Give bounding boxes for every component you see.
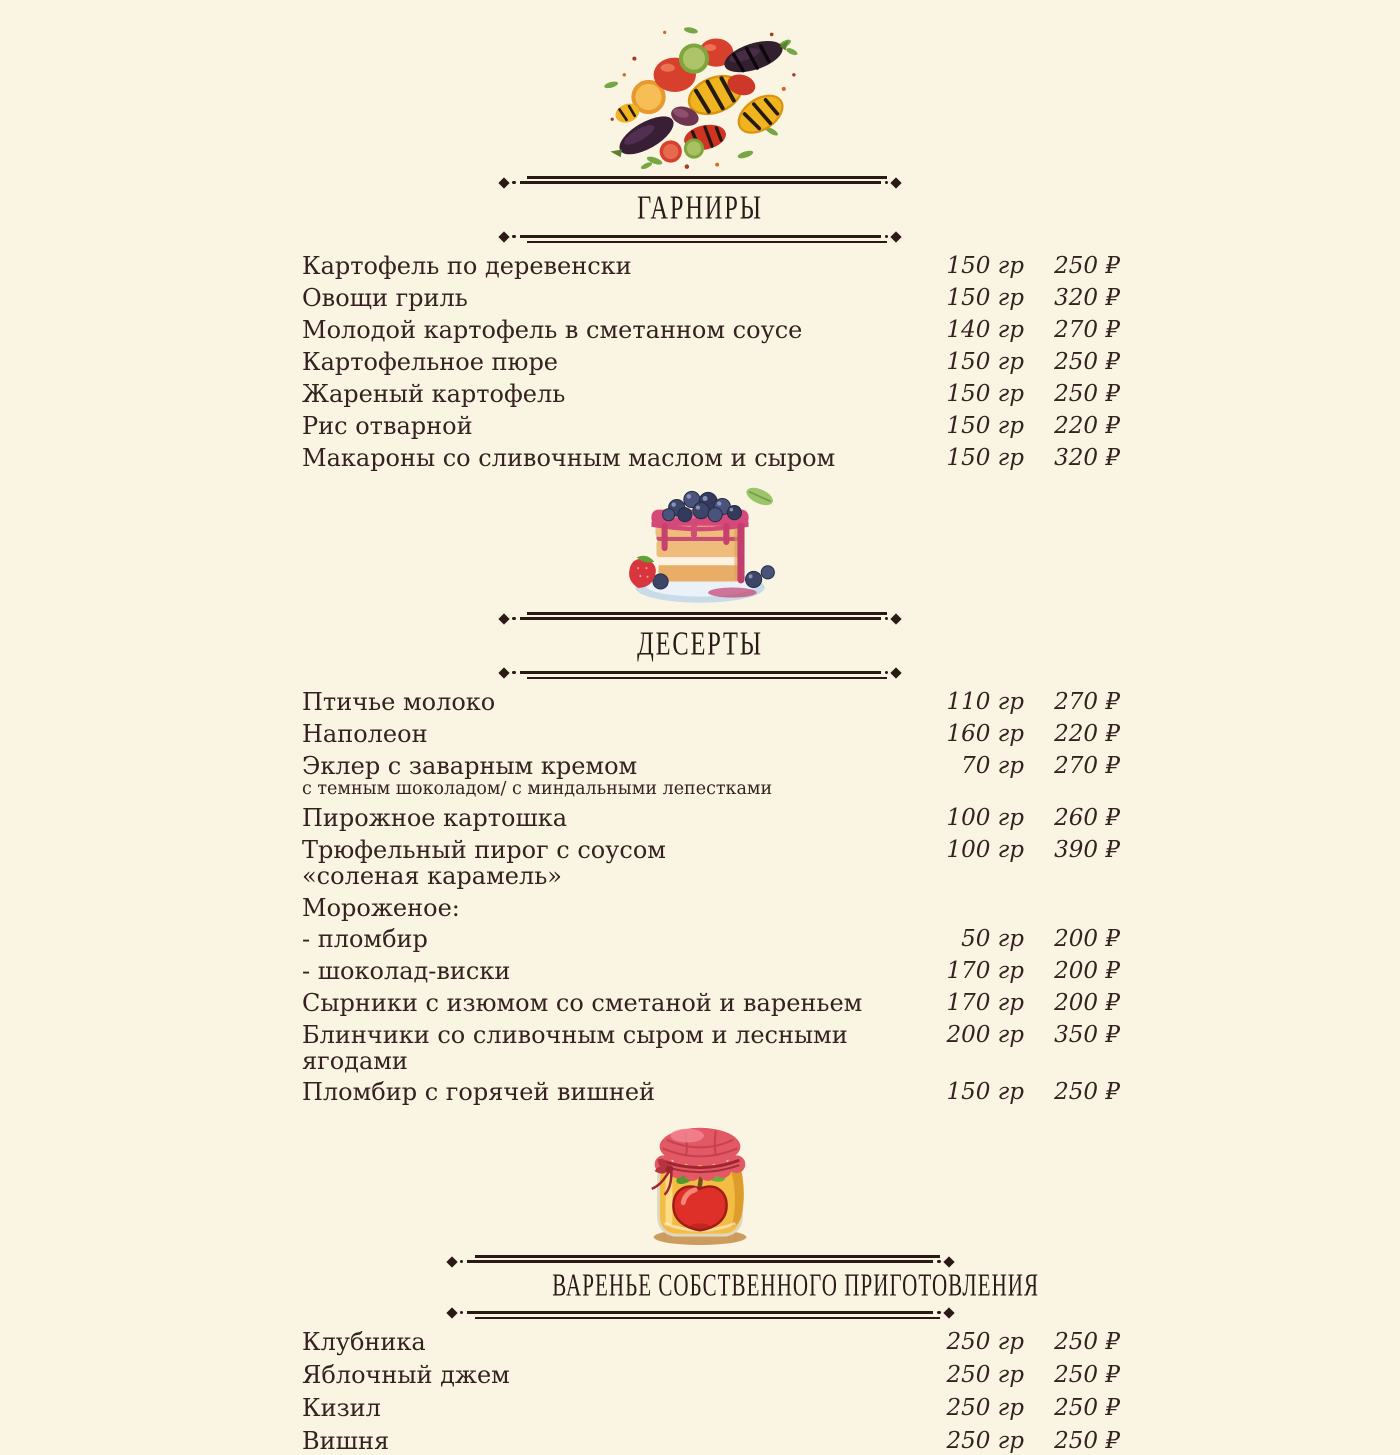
item-weight: 250 гр bbox=[946, 1362, 1024, 1388]
section-garnish bbox=[0, 22, 1400, 472]
item-weight: 140 гр bbox=[946, 317, 1024, 343]
header-ornament-top bbox=[500, 612, 900, 623]
menu-item-row bbox=[302, 689, 1120, 716]
diamond-icon bbox=[943, 1256, 954, 1267]
diamond-icon bbox=[498, 667, 509, 678]
menu-item-row bbox=[302, 1428, 1120, 1455]
dot-icon bbox=[885, 235, 889, 239]
item-name: Молодой картофель в сметанном соусе bbox=[302, 316, 803, 344]
item-weight: 250 гр bbox=[946, 1428, 1024, 1454]
menu-item-row bbox=[302, 317, 1120, 344]
menu-item-row bbox=[302, 285, 1120, 312]
dot-icon bbox=[512, 617, 516, 621]
item-name: Птичье молоко bbox=[302, 688, 496, 716]
diamond-icon bbox=[890, 231, 901, 242]
menu-item-row bbox=[302, 381, 1120, 408]
item-price: 200 ₽ bbox=[1054, 926, 1120, 952]
menu-item-row bbox=[302, 1329, 1120, 1356]
item-price: 250 ₽ bbox=[1054, 1395, 1120, 1421]
item-price: 250 ₽ bbox=[1054, 381, 1120, 407]
dot-icon bbox=[460, 1311, 464, 1315]
item-price: 220 ₽ bbox=[1054, 721, 1120, 747]
diamond-icon bbox=[446, 1307, 457, 1318]
berry-cake-illustration bbox=[0, 478, 1400, 608]
item-weight: 150 гр bbox=[946, 1079, 1024, 1105]
menu-item-row bbox=[302, 837, 1120, 890]
header-ornament-bottom bbox=[500, 668, 900, 679]
item-weight: 110 гр bbox=[946, 689, 1024, 715]
section-title: ВАРЕНЬЕ СОБСТВЕННОГО ПРИГОТОВЛЕНИЯ bbox=[551, 1267, 1039, 1303]
item-name: Яблочный джем bbox=[302, 1361, 510, 1389]
menu-item-row bbox=[302, 413, 1120, 440]
item-price: 200 ₽ bbox=[1054, 958, 1120, 984]
item-price: 390 ₽ bbox=[1054, 837, 1120, 863]
menu-item-row bbox=[302, 721, 1120, 748]
header-ornament-top bbox=[448, 1255, 953, 1266]
item-weight: 100 гр bbox=[946, 805, 1024, 831]
item-note: «соленая карамель» bbox=[302, 862, 562, 890]
menu-item-row bbox=[302, 895, 1120, 921]
menu-item-row bbox=[302, 1362, 1120, 1389]
diamond-icon bbox=[890, 177, 901, 188]
dot-icon bbox=[937, 1260, 941, 1264]
menu-item-row bbox=[302, 1395, 1120, 1422]
item-weight: 250 гр bbox=[946, 1395, 1024, 1421]
dot-icon bbox=[460, 1260, 464, 1264]
item-weight: 150 гр bbox=[946, 445, 1024, 471]
section-desserts bbox=[0, 478, 1400, 1106]
item-name: Кизил bbox=[302, 1394, 381, 1422]
item-name: Клубника bbox=[302, 1328, 426, 1356]
item-price: 270 ₽ bbox=[1054, 753, 1120, 779]
item-weight: 160 гр bbox=[946, 721, 1024, 747]
item-name: Жареный картофель bbox=[302, 380, 566, 408]
desserts-items-list bbox=[302, 689, 1120, 1106]
item-name: - пломбир bbox=[302, 925, 428, 953]
dot-icon bbox=[937, 1311, 941, 1315]
item-name: Картофельное пюре bbox=[302, 348, 559, 376]
diamond-icon bbox=[498, 231, 509, 242]
item-weight: 150 гр bbox=[946, 253, 1024, 279]
jam-header bbox=[448, 1255, 1039, 1319]
menu-item-row bbox=[302, 445, 1120, 472]
item-weight: 200 гр bbox=[946, 1022, 1024, 1048]
item-name: Картофель по деревенски bbox=[302, 252, 632, 280]
item-name: - шоколад-виски bbox=[302, 957, 511, 985]
dot-icon bbox=[512, 181, 516, 185]
jam-items-list bbox=[302, 1329, 1120, 1455]
item-weight: 170 гр bbox=[946, 990, 1024, 1016]
dot-icon bbox=[885, 181, 889, 185]
menu-item-row bbox=[302, 253, 1120, 280]
item-price: 350 ₽ bbox=[1054, 1022, 1120, 1048]
item-price: 250 ₽ bbox=[1054, 1428, 1120, 1454]
item-price: 250 ₽ bbox=[1054, 1362, 1120, 1388]
header-ornament-bottom bbox=[500, 232, 900, 243]
diamond-icon bbox=[890, 667, 901, 678]
item-weight: 70 гр bbox=[961, 753, 1024, 779]
item-weight: 150 гр bbox=[946, 413, 1024, 439]
item-name: Рис отварной bbox=[302, 412, 473, 440]
item-price: 220 ₽ bbox=[1054, 413, 1120, 439]
berry-cake-icon bbox=[614, 478, 786, 608]
item-name: Блинчики со сливочным сыром и лесными ягодами bbox=[302, 1021, 848, 1075]
item-weight: 100 гр bbox=[946, 837, 1024, 863]
item-name: Мороженое: bbox=[302, 894, 460, 922]
item-weight: 170 гр bbox=[946, 958, 1024, 984]
grilled-vegetables-illustration bbox=[0, 22, 1400, 172]
menu-item-row bbox=[302, 1079, 1120, 1106]
grilled-vegetables-icon bbox=[594, 22, 806, 172]
item-name: Эклер с заварным кремом bbox=[302, 752, 638, 780]
item-name: Пломбир с горячей вишней bbox=[302, 1078, 656, 1106]
header-ornament-bottom bbox=[448, 1308, 953, 1319]
section-title: ДЕСЕРТЫ bbox=[637, 625, 763, 663]
item-name: Наполеон bbox=[302, 720, 428, 748]
section-title: ГАРНИРЫ bbox=[637, 189, 763, 227]
item-price: 320 ₽ bbox=[1054, 285, 1120, 311]
menu-item-row bbox=[302, 349, 1120, 376]
dot-icon bbox=[512, 671, 516, 675]
menu-item-row bbox=[302, 1022, 1120, 1074]
item-price: 270 ₽ bbox=[1054, 689, 1120, 715]
dot-icon bbox=[885, 617, 889, 621]
item-weight: 250 гр bbox=[946, 1329, 1024, 1355]
jam-jar-illustration bbox=[0, 1111, 1400, 1247]
menu-item-row bbox=[302, 990, 1120, 1017]
header-ornament-top bbox=[500, 176, 900, 187]
diamond-icon bbox=[890, 613, 901, 624]
item-price: 200 ₽ bbox=[1054, 990, 1120, 1016]
item-name: Макароны со сливочным маслом и сыром bbox=[302, 444, 836, 472]
item-price: 270 ₽ bbox=[1054, 317, 1120, 343]
item-price: 260 ₽ bbox=[1054, 805, 1120, 831]
diamond-icon bbox=[498, 613, 509, 624]
item-price: 250 ₽ bbox=[1054, 349, 1120, 375]
garnish-items-list bbox=[302, 253, 1120, 472]
item-name: Овощи гриль bbox=[302, 284, 468, 312]
item-weight: 150 гр bbox=[946, 349, 1024, 375]
diamond-icon bbox=[446, 1256, 457, 1267]
dot-icon bbox=[512, 235, 516, 239]
item-name: Трюфельный пирог с соусом bbox=[302, 836, 666, 864]
jam-jar-icon bbox=[633, 1111, 767, 1247]
item-note: с темным шоколадом/ с миндальными лепестками bbox=[302, 779, 773, 799]
item-price: 250 ₽ bbox=[1054, 253, 1120, 279]
item-weight: 150 гр bbox=[946, 381, 1024, 407]
item-weight: 150 гр bbox=[946, 285, 1024, 311]
item-price: 250 ₽ bbox=[1054, 1329, 1120, 1355]
item-weight: 50 гр bbox=[961, 926, 1024, 952]
menu-item-row bbox=[302, 753, 1120, 800]
diamond-icon bbox=[498, 177, 509, 188]
menu-item-row bbox=[302, 805, 1120, 832]
item-name: Вишня bbox=[302, 1427, 390, 1455]
section-jam bbox=[0, 1111, 1400, 1455]
menu-item-row bbox=[302, 958, 1120, 985]
dot-icon bbox=[885, 671, 889, 675]
item-price: 320 ₽ bbox=[1054, 445, 1120, 471]
item-name: Пирожное картошка bbox=[302, 804, 568, 832]
desserts-header bbox=[500, 612, 900, 679]
diamond-icon bbox=[943, 1307, 954, 1318]
item-price: 250 ₽ bbox=[1054, 1079, 1120, 1105]
garnish-header bbox=[500, 176, 900, 243]
menu-item-row bbox=[302, 926, 1120, 953]
item-name: Сырники с изюмом со сметаной и вареньем bbox=[302, 989, 863, 1017]
